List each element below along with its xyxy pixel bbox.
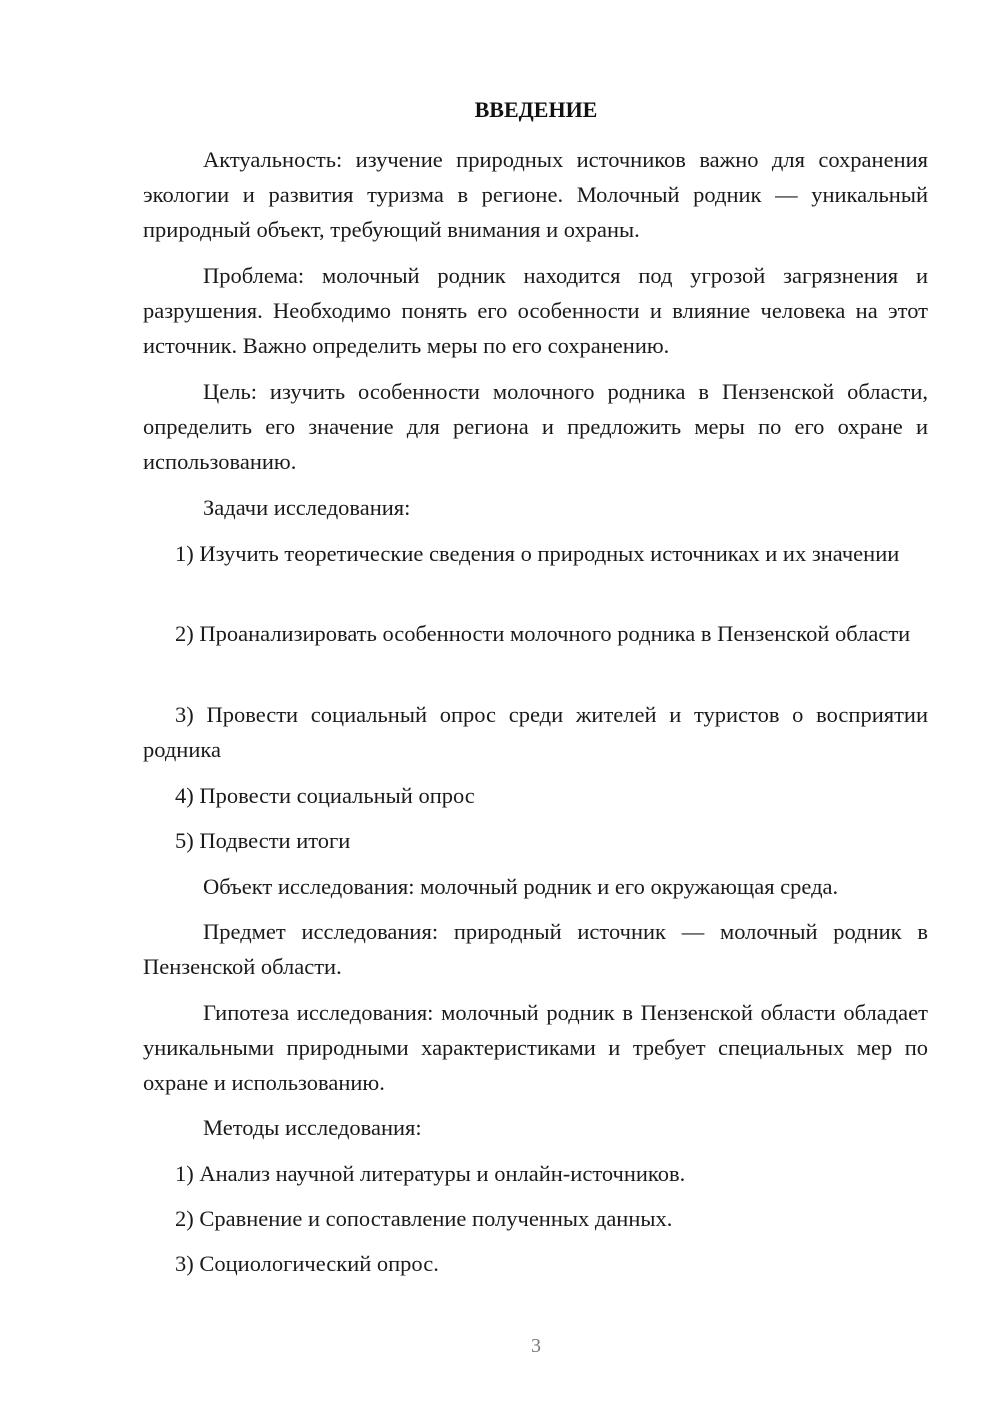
page-title: ВВЕДЕНИЕ <box>474 97 598 122</box>
paragraph-subject: Предмет исследования: природный источник — молочный родник в Пензенской области. <box>143 919 928 979</box>
list-item-task-1: 1) Изучить теоретические сведения о природных источниках и их значении <box>175 541 900 566</box>
paragraph-relevance: Актуальность: изучение природных источников важно для сохранения экологии и развития туризма в регионе. Молочный родник — уникальный природный объект, требующий внимания и охраны. <box>143 147 928 242</box>
paragraph-problem: Проблема: молочный родник находится под угрозой загрязнения и разрушения. Необходимо понять его особенности и влияние человека на этот источник. Важно определить меры по его сохранению. <box>143 263 928 358</box>
list-item-method-3: 3) Социологический опрос. <box>175 1251 439 1276</box>
paragraph-hypothesis: Гипотеза исследования: молочный родник в Пензенской области обладает уникальными природными характеристиками и требует специальных мер по охране и использованию. <box>143 1000 928 1095</box>
list-item-method-2: 2) Сравнение и сопоставление полученных данных. <box>175 1206 673 1231</box>
paragraph-goal: Цель: изучить особенности молочного родника в Пензенской области, определить его значение для региона и предложить меры по его охране и использованию. <box>143 379 928 474</box>
page-number: 3 <box>531 1335 541 1357</box>
list-item-task-3: 3) Провести социальный опрос среди жителей и туристов о восприятии родника <box>143 702 928 762</box>
paragraph-object: Объект исследования: молочный родник и его окружающая среда. <box>203 874 839 899</box>
paragraph-methods-heading: Методы исследования: <box>203 1115 422 1140</box>
list-item-task-5: 5) Подвести итоги <box>175 828 351 853</box>
list-item-task-2: 2) Проанализировать особенности молочного родника в Пензенской области <box>175 621 911 646</box>
list-item-task-4: 4) Провести социальный опрос <box>175 783 475 808</box>
list-item-method-1: 1) Анализ научной литературы и онлайн-источников. <box>175 1161 686 1186</box>
paragraph-tasks-heading: Задачи исследования: <box>203 495 411 520</box>
